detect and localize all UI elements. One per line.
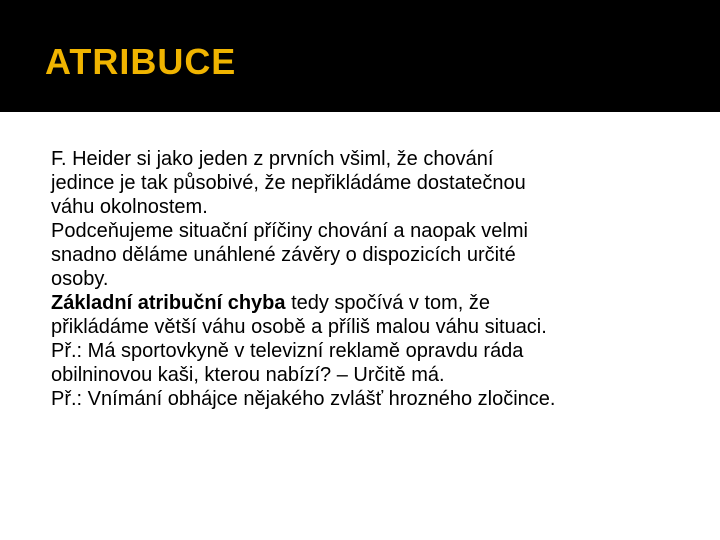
- slide-title: ATRIBUCE: [45, 41, 237, 82]
- paragraph-example-lawyer: [51, 387, 691, 411]
- text-line: váhu okolnostem.: [51, 196, 208, 218]
- text-line: osoby.: [51, 268, 109, 290]
- text-line: jedince je tak působivé, že nepřikládáme dostatečnou: [51, 172, 526, 194]
- text-line: obilninovou kaši, kterou nabízí? – Určitě má.: [51, 364, 445, 386]
- text-fragment: tedy spočívá v tom, že: [285, 292, 491, 314]
- text-line: snadno děláme unáhlené závěry o dispozicích určité: [51, 244, 516, 266]
- text-line-with-bold: [51, 291, 691, 315]
- text-line: přikládáme větší váhu osobě a příliš malou váhu situaci.: [51, 316, 547, 338]
- paragraph-fundamental-error: [51, 291, 691, 339]
- text-line: Př.: Má sportovkyně v televizní reklamě opravdu ráda: [51, 340, 524, 362]
- slide-body: [51, 147, 691, 411]
- title-bar: [0, 0, 720, 112]
- paragraph-example-advert: [51, 339, 691, 387]
- text-line: Př.: Vnímání obhájce nějakého zvlášť hrozného zločince.: [51, 388, 556, 410]
- text-line: F. Heider si jako jeden z prvních všiml, že chování: [51, 148, 494, 170]
- text-line: Podceňujeme situační příčiny chování a naopak velmi: [51, 220, 528, 242]
- bold-term: Základní atribuční chyba: [51, 292, 286, 314]
- paragraph-heider: [51, 147, 691, 219]
- paragraph-underestimation: [51, 219, 691, 291]
